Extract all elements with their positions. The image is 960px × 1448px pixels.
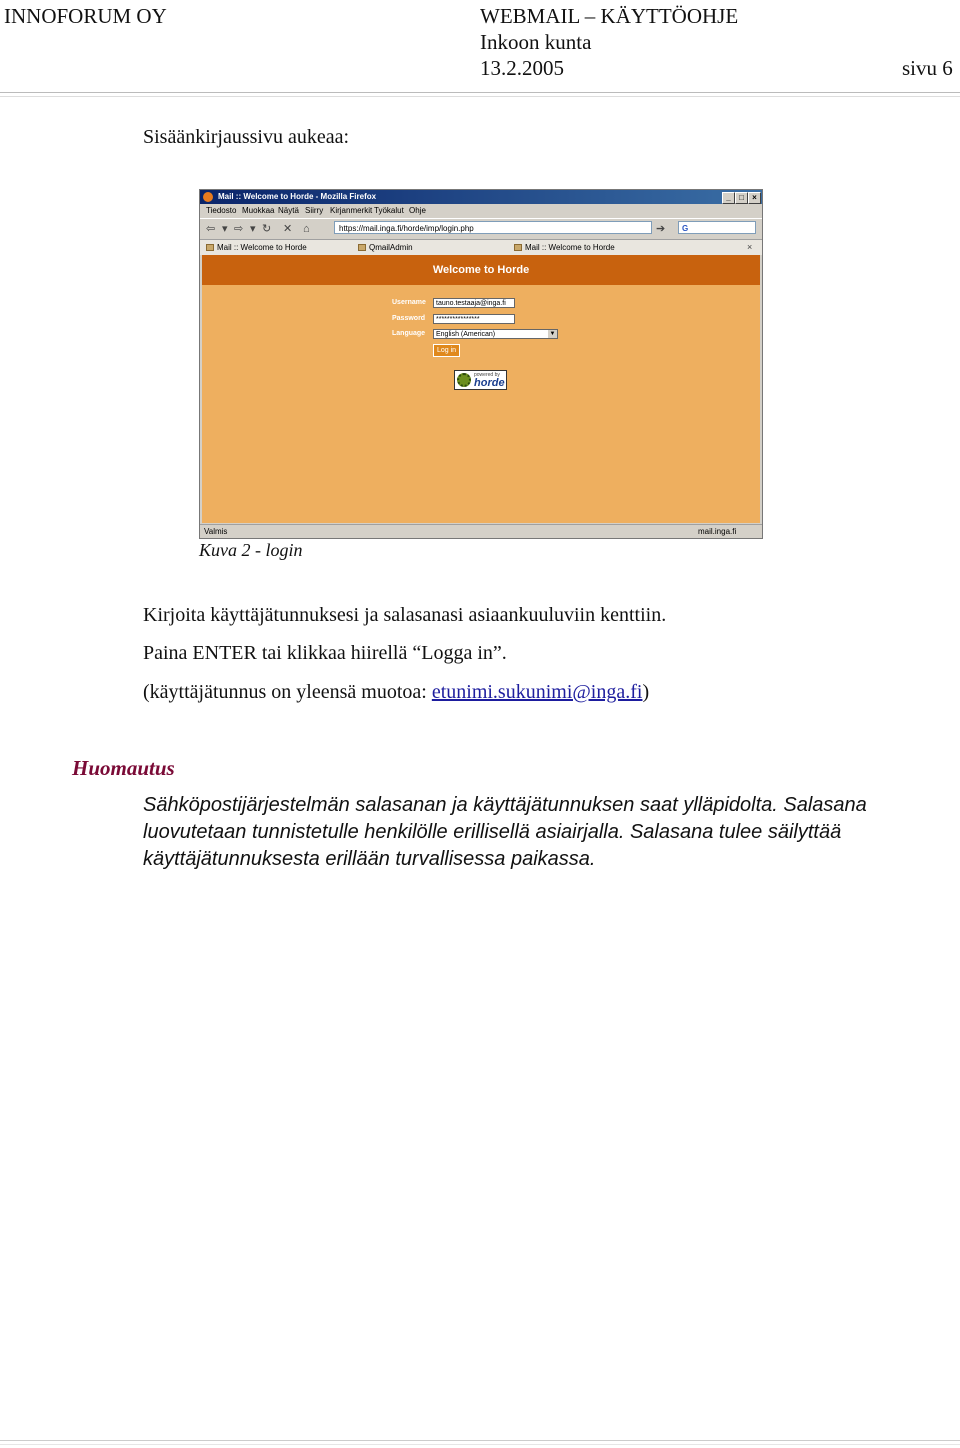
intro-text: Sisäänkirjaussivu aukeaa:	[143, 126, 350, 148]
figure-caption: Kuva 2 - login	[199, 540, 303, 560]
login-button: Log in	[433, 344, 460, 357]
instruction-line-2: Paina ENTER tai klikkaa hiirellä “Logga in”.	[143, 642, 507, 664]
username-format-prefix: (käyttäjätunnus on yleensä muotoa:	[143, 681, 432, 703]
menu-bar	[200, 204, 762, 217]
password-field: ****************	[433, 314, 515, 324]
username-format-link[interactable]: etunimi.sukunimi@inga.fi	[431, 681, 643, 703]
status-bar	[200, 524, 762, 539]
maximize-icon: □	[735, 192, 748, 204]
address-bar: https://mail.inga.fi/horde/imp/login.php	[334, 221, 652, 234]
tab-label: QmailAdmin	[369, 243, 413, 252]
minimize-icon: _	[722, 192, 735, 204]
username-format-suffix: )	[642, 681, 650, 703]
reload-icon: ↻	[262, 223, 272, 235]
stop-icon: ✕	[283, 223, 293, 235]
language-value: English (American)	[436, 331, 496, 338]
username-field: tauno.testaaja@inga.fi	[433, 298, 515, 308]
logo-wordmark: horde	[474, 377, 505, 389]
window-title: Mail :: Welcome to Horde - Mozilla Firefox	[218, 192, 377, 201]
login-screenshot	[199, 189, 763, 539]
firefox-icon	[203, 192, 213, 202]
menu-file: Tiedosto	[206, 206, 237, 215]
dropdown-icon: ▾	[250, 223, 256, 235]
chevron-down-icon: ▼	[549, 331, 556, 337]
instruction-line-3	[143, 680, 649, 704]
go-icon: ➔	[656, 223, 666, 235]
menu-help: Ohje	[409, 206, 426, 215]
horde-login-page	[202, 255, 760, 523]
tab-label: Mail :: Welcome to Horde	[217, 243, 307, 252]
footer-divider	[0, 1440, 960, 1445]
menu-view: Näytä	[278, 206, 299, 215]
status-server: mail.inga.fi	[698, 527, 737, 536]
dropdown-icon: ▾	[222, 223, 228, 235]
search-field: G	[678, 221, 756, 234]
horde-gear-icon	[457, 373, 471, 387]
home-icon: ⌂	[303, 223, 310, 235]
username-label: Username	[392, 299, 426, 306]
language-label: Language	[392, 330, 426, 337]
page-number: sivu 6	[902, 56, 953, 80]
window-titlebar	[200, 190, 762, 204]
back-icon: ⇦	[206, 223, 216, 235]
menu-tools: Työkalut	[374, 206, 404, 215]
menu-bookmarks: Kirjanmerkit	[330, 206, 373, 215]
status-text: Valmis	[204, 527, 228, 536]
instruction-line-1: Kirjoita käyttäjätunnuksesi ja salasanasi asiaankuuluviin kenttiin.	[143, 604, 667, 626]
logo-powered-by: powered by	[474, 372, 500, 378]
menu-edit: Muokkaa	[242, 206, 275, 215]
company-name: INNOFORUM OY	[4, 4, 167, 28]
mail-icon	[206, 244, 214, 251]
tab-horde-2	[512, 241, 615, 254]
language-select	[433, 329, 558, 339]
note-title: Huomautus	[72, 756, 175, 780]
horde-logo	[454, 370, 507, 390]
mail-icon	[514, 244, 522, 251]
welcome-banner: Welcome to Horde	[202, 255, 760, 285]
close-icon: ×	[748, 192, 761, 204]
tab-horde-1	[204, 241, 307, 254]
password-label: Password	[392, 315, 426, 322]
close-tab-icon: ×	[747, 242, 753, 252]
note-text: Sähköpostijärjestelmän salasanan ja käyttäjätunnuksen saat ylläpidolta. Salasana luovutetaan tunnistetulle henkilölle erillisellä asiairjalla. Salasana tulee säilyttää käyttäjätunnuksesta erillään turvallisessa paikassa.	[143, 794, 867, 870]
menu-go: Siirry	[305, 206, 324, 215]
tab-bar	[200, 239, 762, 255]
tab-label: Mail :: Welcome to Horde	[525, 243, 615, 252]
document-date: 13.2.2005	[480, 56, 564, 80]
document-title: WEBMAIL – KÄYTTÖOHJE	[480, 4, 739, 28]
client-name: Inkoon kunta	[480, 30, 592, 54]
header-divider	[0, 92, 960, 97]
forward-icon: ⇨	[234, 223, 244, 235]
tab-qmailadmin	[356, 241, 413, 254]
page-icon	[358, 244, 366, 251]
